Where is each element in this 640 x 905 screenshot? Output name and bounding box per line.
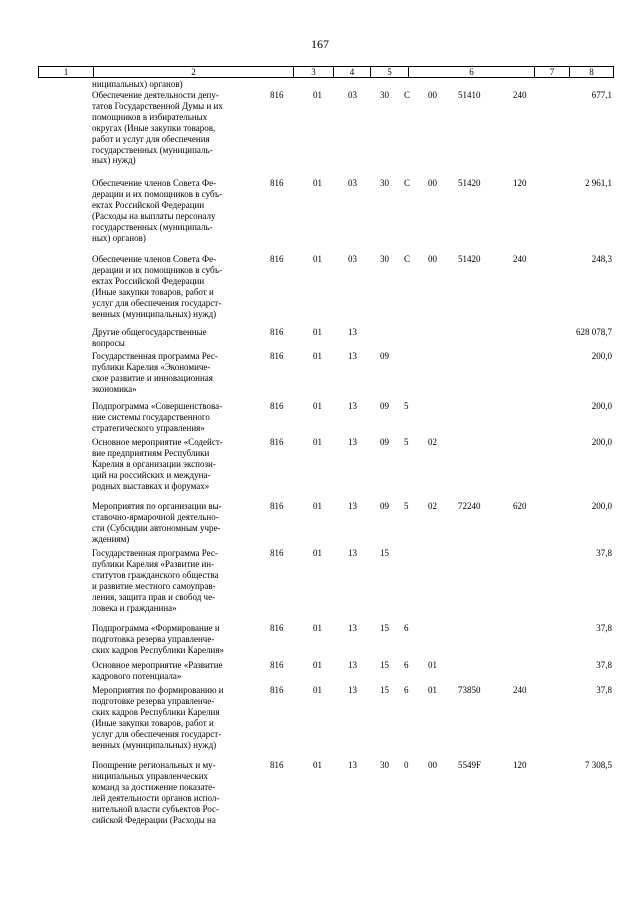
- code-subsection: 03: [348, 254, 357, 264]
- row-amount: 248,3: [591, 254, 612, 264]
- code-subprogram: 6: [404, 685, 409, 695]
- row-amount: 2 961,1: [585, 178, 612, 188]
- row-amount: 37,8: [596, 623, 612, 633]
- code-direction: 51410: [458, 90, 481, 100]
- code-subprogram: С: [404, 90, 411, 100]
- code-program: 30: [380, 178, 389, 188]
- code-expense-type: 620: [513, 501, 527, 511]
- code-section: 01: [313, 401, 322, 411]
- code-subprogram: 6: [404, 623, 409, 633]
- row-description: Подпрограмма «Совершенствова- ние системы государственного стратегического управления»: [92, 401, 223, 433]
- code-expense-type: 120: [513, 760, 527, 770]
- code-activity: 00: [428, 760, 437, 770]
- code-subprogram: 5: [404, 401, 409, 411]
- code-subsection: 13: [348, 351, 357, 361]
- code-direction: 5549F: [458, 760, 482, 770]
- code-subsection: 13: [348, 685, 357, 695]
- code-activity: 02: [428, 501, 437, 511]
- code-ministry: 816: [270, 437, 284, 447]
- code-program: 09: [380, 401, 389, 411]
- code-program: 09: [380, 501, 389, 511]
- code-ministry: 816: [270, 660, 284, 670]
- code-subsection: 13: [348, 401, 357, 411]
- code-subprogram: С: [404, 254, 411, 264]
- code-direction: 51420: [458, 178, 481, 188]
- code-activity: 00: [428, 90, 437, 100]
- code-subsection: 13: [348, 760, 357, 770]
- code-section: 01: [313, 660, 322, 670]
- code-ministry: 816: [270, 760, 284, 770]
- row-description: Подпрограмма «Формирование и подготовка резерва управленче- ских кадров Республики Карелия»: [92, 623, 224, 655]
- code-ministry: 816: [270, 548, 284, 558]
- code-subsection: 03: [348, 178, 357, 188]
- row-description: Мероприятия по организации вы- ставочно-ярмарочной деятельно- сти (Субсидии автономным учре- ждениям): [92, 501, 222, 544]
- row-description: Обеспечение членов Совета Фе- дерации и их помощников в субъ- ектах Российской Федерации (Расходы на выплаты персоналу государственных (муниципаль- ных) органов): [92, 178, 222, 243]
- code-program: 09: [380, 437, 389, 447]
- code-ministry: 816: [270, 501, 284, 511]
- code-activity: 00: [428, 178, 437, 188]
- code-section: 01: [313, 254, 322, 264]
- code-subsection: 13: [348, 437, 357, 447]
- row-amount: 37,8: [596, 685, 612, 695]
- table-header: [38, 66, 614, 78]
- code-ministry: 816: [270, 327, 284, 337]
- code-ministry: 816: [270, 401, 284, 411]
- row-amount: 628 078,7: [576, 327, 612, 337]
- code-direction: 51420: [458, 254, 481, 264]
- row-description: Обеспечение членов Совета Фе- дерации и их помощников в субъ- ектах Российской Федерации (Иные закупки товаров, работ и услуг для обеспечения государст- венных (муниципальных) нужд): [92, 254, 222, 319]
- code-program: 30: [380, 760, 389, 770]
- page-number: 167: [311, 37, 329, 51]
- row-amount: 200,0: [591, 401, 612, 411]
- column-header-5: 5: [387, 67, 392, 77]
- code-ministry: 816: [270, 254, 284, 264]
- column-header-1: 1: [63, 67, 69, 77]
- code-subsection: 13: [348, 660, 357, 670]
- code-subsection: 13: [348, 548, 357, 558]
- column-header-3: 3: [311, 67, 316, 77]
- code-expense-type: 120: [513, 178, 527, 188]
- code-subsection: 13: [348, 623, 357, 633]
- code-subprogram: 6: [404, 660, 409, 670]
- code-subprogram: 5: [404, 437, 409, 447]
- code-section: 01: [313, 178, 322, 188]
- column-header-6: 6: [469, 67, 474, 77]
- code-section: 01: [313, 623, 322, 633]
- code-expense-type: 240: [513, 685, 527, 695]
- code-ministry: 816: [270, 623, 284, 633]
- code-activity: 01: [428, 685, 437, 695]
- code-activity: 00: [428, 254, 437, 264]
- row-description: Мероприятия по формированию и подготовке резерва управленче- ских кадров Республики Карелия (Иные закупки товаров, работ и услуг для обеспечения государст- венных (муниципальных) нужд): [92, 685, 224, 750]
- code-program: 15: [380, 623, 389, 633]
- row-description: ниципальных) органов): [92, 79, 183, 89]
- row-amount: 37,8: [596, 548, 612, 558]
- column-header-7: 7: [549, 67, 555, 77]
- code-subprogram: 0: [404, 760, 409, 770]
- row-amount: 200,0: [591, 437, 612, 447]
- code-subprogram: 5: [404, 501, 409, 511]
- code-program: 30: [380, 254, 389, 264]
- code-subsection: 03: [348, 90, 357, 100]
- code-expense-type: 240: [513, 254, 527, 264]
- code-program: 15: [380, 660, 389, 670]
- row-description: Обеспечение деятельности депу- татов Государственной Думы и их помощников в избирательных округах (Иные закупки товаров, работ и услуг для обеспечения государственных (муниципаль- ных) нужд): [92, 90, 223, 166]
- column-header-2: 2: [191, 67, 196, 77]
- code-section: 01: [313, 760, 322, 770]
- column-header-4: 4: [349, 67, 355, 77]
- row-amount: 7 308,5: [585, 760, 612, 770]
- code-section: 01: [313, 685, 322, 695]
- row-description: Основное мероприятие «Содейст- вие предприятиям Республики Карелия в организации экспози- ций на российских и междуна- родных выставках и форумах»: [92, 437, 223, 491]
- code-program: 15: [380, 685, 389, 695]
- code-ministry: 816: [270, 351, 284, 361]
- code-subprogram: С: [404, 178, 411, 188]
- row-description: Основное мероприятие «Развитие кадрового потенциала»: [92, 660, 223, 681]
- code-direction: 72240: [458, 501, 481, 511]
- row-amount: 677,1: [591, 90, 612, 100]
- column-header-8: 8: [589, 67, 594, 77]
- code-ministry: 816: [270, 90, 284, 100]
- code-ministry: 816: [270, 685, 284, 695]
- code-section: 01: [313, 548, 322, 558]
- code-section: 01: [313, 437, 322, 447]
- code-expense-type: 240: [513, 90, 527, 100]
- code-program: 09: [380, 351, 389, 361]
- code-ministry: 816: [270, 178, 284, 188]
- code-activity: 01: [428, 660, 437, 670]
- row-description: Поощрение региональных и му- ниципальных управленческих команд за достижение показате- лей деятельности органов испол- нительной власти субъектов Рос- сийской Федерации (Расходы на: [92, 760, 220, 825]
- code-program: 30: [380, 90, 389, 100]
- code-section: 01: [313, 351, 322, 361]
- row-amount: 200,0: [591, 351, 612, 361]
- code-section: 01: [313, 327, 322, 337]
- row-amount: 200,0: [591, 501, 612, 511]
- code-section: 01: [313, 501, 322, 511]
- row-description: Другие общегосударственные вопросы: [92, 327, 207, 348]
- code-subsection: 13: [348, 501, 357, 511]
- code-activity: 02: [428, 437, 437, 447]
- code-subsection: 13: [348, 327, 357, 337]
- row-description: Государственная программа Рес- публики Карелия «Экономиче- ское развитие и инновационная экономика»: [92, 351, 218, 394]
- row-description: Государственная программа Рес- публики Карелия «Развитие ин- ститутов гражданского общества и развитие местного самоуправ- ления, защита прав и свобод че- ловека и гражданина»: [92, 548, 219, 613]
- code-program: 15: [380, 548, 389, 558]
- code-section: 01: [313, 90, 322, 100]
- code-direction: 73850: [458, 685, 481, 695]
- row-amount: 37,8: [596, 660, 612, 670]
